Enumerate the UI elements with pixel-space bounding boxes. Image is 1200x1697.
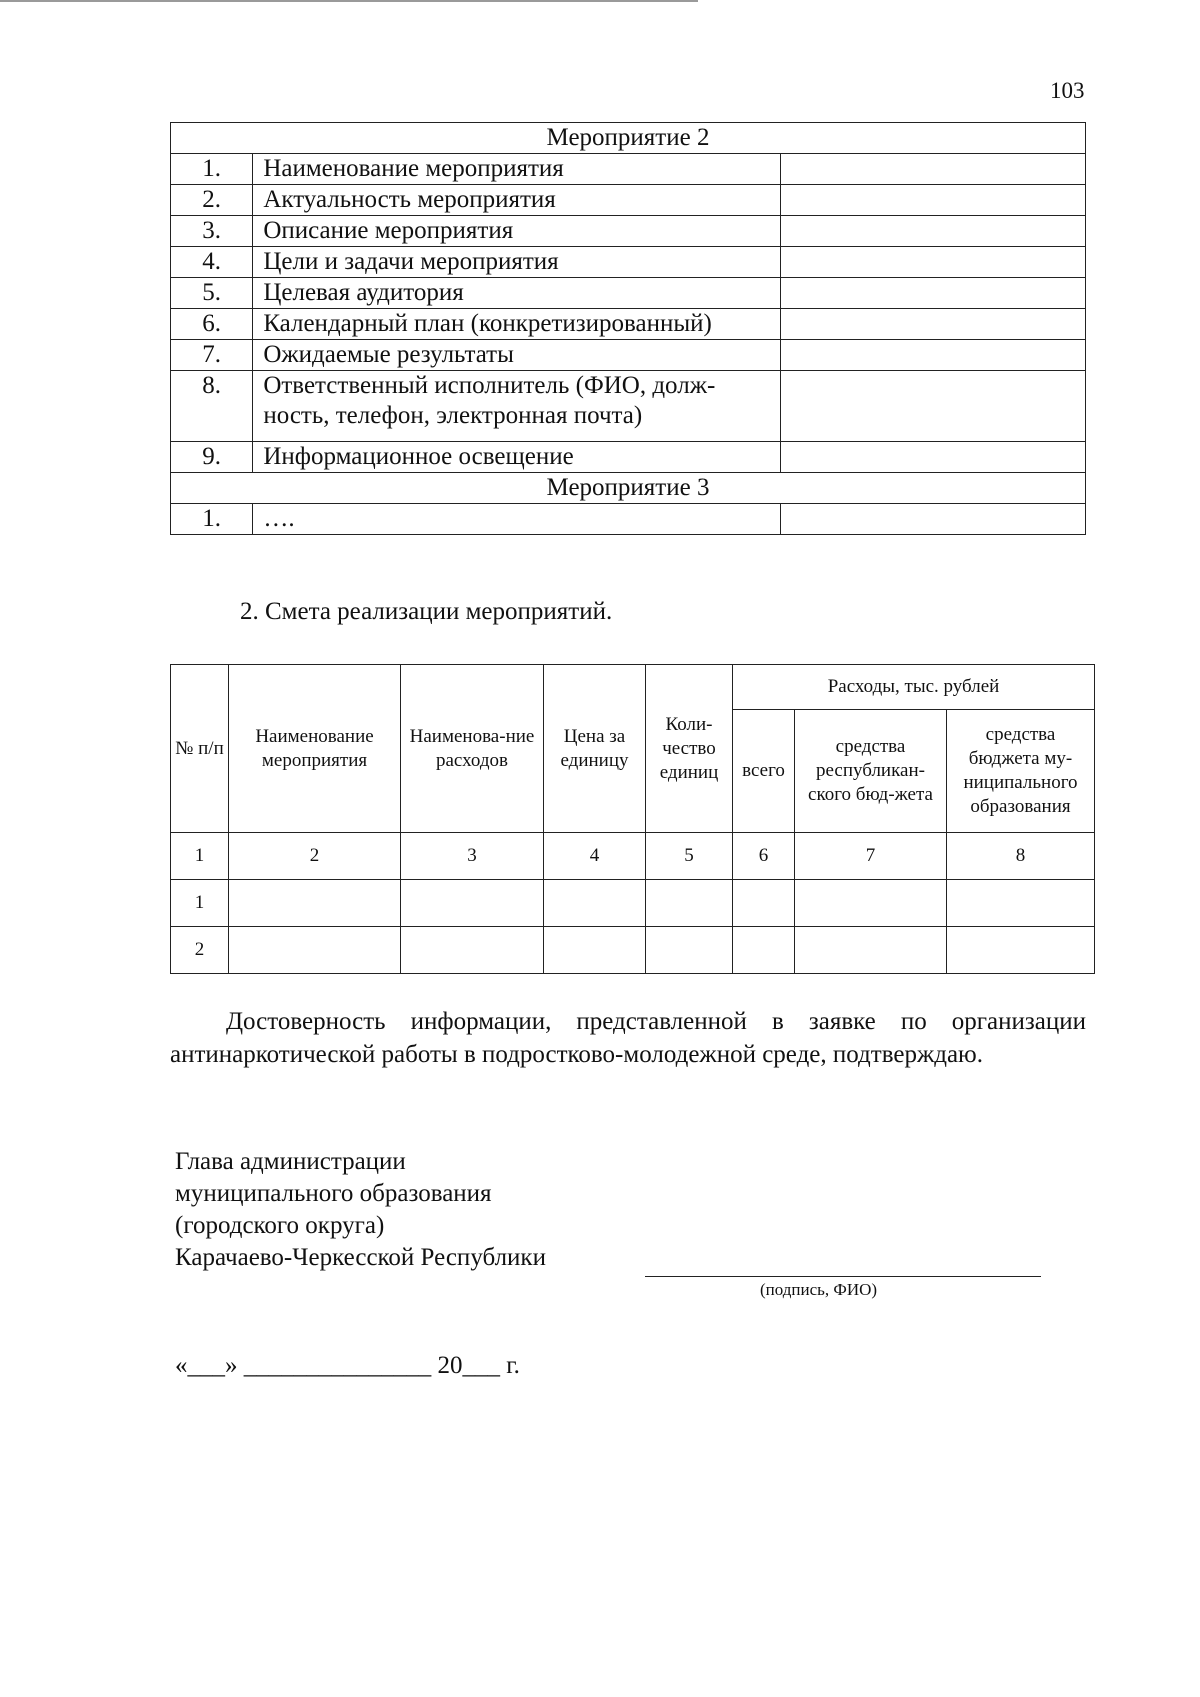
- signatory-line: Глава администрации: [175, 1148, 406, 1175]
- col-header-republic-budget: средства республикан-ского бюд-жета: [795, 710, 947, 833]
- row-number: 2.: [171, 185, 253, 216]
- empty-cell: [646, 880, 733, 927]
- activities-table: [170, 122, 1086, 535]
- value-cell: [780, 340, 1085, 371]
- section-row: [171, 123, 1086, 154]
- page-number: 103: [1050, 78, 1085, 103]
- column-number: 6: [733, 833, 795, 880]
- row-number: 1.: [171, 154, 253, 185]
- signatory-block: [175, 1146, 546, 1274]
- column-number: 2: [229, 833, 401, 880]
- col-header-unit-price: Цена за единицу: [544, 665, 646, 833]
- value-cell: [780, 247, 1085, 278]
- signatory-line: Карачаево-Черкесской Республики: [175, 1244, 546, 1271]
- row-label: Актуальность мероприятия: [253, 185, 780, 216]
- table-row: [171, 309, 1086, 340]
- value-cell: [780, 504, 1085, 535]
- value-cell: [780, 216, 1085, 247]
- empty-cell: [795, 927, 947, 974]
- col-header-municipal-budget: средства бюджета му-ниципального образования: [947, 710, 1095, 833]
- row-label: Информационное освещение: [253, 442, 780, 473]
- row-number: 7.: [171, 340, 253, 371]
- value-cell: [780, 309, 1085, 340]
- scan-edge-line: [0, 0, 698, 2]
- column-number: 8: [947, 833, 1095, 880]
- date-line: «___» _______________ 20___ г.: [175, 1352, 520, 1379]
- empty-cell: [401, 927, 544, 974]
- empty-cell: [544, 927, 646, 974]
- col-header-num: № п/п: [171, 665, 229, 833]
- col-header-total: всего: [733, 710, 795, 833]
- table-row: [171, 880, 1095, 927]
- row-number: 2: [171, 927, 229, 974]
- signatory-line: (городского округа): [175, 1212, 385, 1239]
- budget-heading: 2. Смета реализации мероприятий.: [240, 598, 613, 625]
- empty-cell: [229, 927, 401, 974]
- table-row: [171, 154, 1086, 185]
- row-number: 6.: [171, 309, 253, 340]
- column-number: 1: [171, 833, 229, 880]
- row-label: Целевая аудитория: [253, 278, 780, 309]
- table-row: [171, 442, 1086, 473]
- empty-cell: [733, 927, 795, 974]
- empty-cell: [733, 880, 795, 927]
- row-label: Ожидаемые результаты: [253, 340, 780, 371]
- table-row: [171, 247, 1086, 278]
- table-row: [171, 504, 1086, 535]
- row-number: 9.: [171, 442, 253, 473]
- section-title: Мероприятие 3: [171, 473, 1086, 504]
- header-row: [171, 665, 1095, 710]
- value-cell: [780, 442, 1085, 473]
- row-number: 8.: [171, 371, 253, 442]
- col-header-quantity: Коли-чество единиц: [646, 665, 733, 833]
- column-number: 5: [646, 833, 733, 880]
- table-row: [171, 371, 1086, 442]
- signature-caption: (подпись, ФИО): [760, 1280, 878, 1299]
- value-cell: [780, 185, 1085, 216]
- col-header-expenses-group: Расходы, тыс. рублей: [733, 665, 1095, 710]
- col-header-expense-name: Наименова-ние расходов: [401, 665, 544, 833]
- table-row: [171, 927, 1095, 974]
- row-label: Ответственный исполнитель (ФИО, долж-ность, телефон, электронная почта): [253, 371, 780, 442]
- section-row: [171, 473, 1086, 504]
- column-numbers-row: [171, 833, 1095, 880]
- table-row: [171, 185, 1086, 216]
- row-number: 3.: [171, 216, 253, 247]
- empty-cell: [947, 927, 1095, 974]
- col-header-activity-name: Наименование мероприятия: [229, 665, 401, 833]
- empty-cell: [401, 880, 544, 927]
- column-number: 7: [795, 833, 947, 880]
- row-number: 1: [171, 880, 229, 927]
- row-number: 4.: [171, 247, 253, 278]
- budget-table: [170, 664, 1095, 974]
- table-row: [171, 278, 1086, 309]
- row-label: Наименование мероприятия: [253, 154, 780, 185]
- confirmation-paragraph: Достоверность информации, представленной в заявке по организации антинаркотической работы в подростково-молодежной среде, подтверждаю.: [170, 1008, 1086, 1068]
- row-label: Цели и задачи мероприятия: [253, 247, 780, 278]
- value-cell: [780, 154, 1085, 185]
- row-number: 1.: [171, 504, 253, 535]
- empty-cell: [646, 927, 733, 974]
- row-label: Описание мероприятия: [253, 216, 780, 247]
- empty-cell: [795, 880, 947, 927]
- empty-cell: [947, 880, 1095, 927]
- signatory-line: муниципального образования: [175, 1180, 492, 1207]
- column-number: 3: [401, 833, 544, 880]
- column-number: 4: [544, 833, 646, 880]
- row-number: 5.: [171, 278, 253, 309]
- row-label: Календарный план (конкретизированный): [253, 309, 780, 340]
- empty-cell: [544, 880, 646, 927]
- value-cell: [780, 371, 1085, 442]
- table-row: [171, 216, 1086, 247]
- empty-cell: [229, 880, 401, 927]
- signature-line: [645, 1276, 1041, 1277]
- section-title: Мероприятие 2: [171, 123, 1086, 154]
- value-cell: [780, 278, 1085, 309]
- row-label: ….: [253, 504, 780, 535]
- table-row: [171, 340, 1086, 371]
